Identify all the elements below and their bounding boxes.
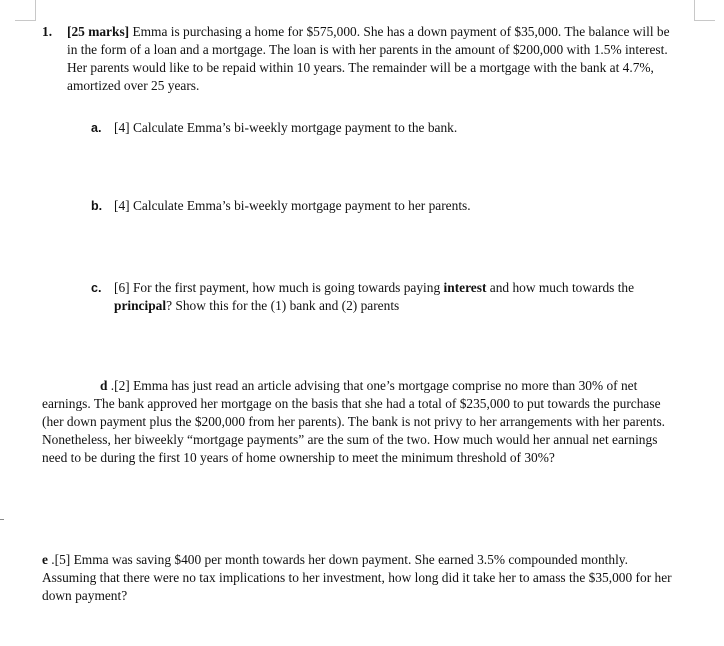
part-body: Calculate Emma’s bi-weekly mortgage payment to her parents. — [129, 198, 471, 213]
question-1-text — [67, 23, 672, 95]
part-marks: [6] — [114, 280, 130, 295]
page-corner-mark-left — [15, 0, 36, 21]
part-body: and how much towards the — [486, 280, 635, 295]
margin-tick — [0, 519, 4, 520]
part-d — [42, 377, 672, 467]
part-b — [91, 197, 671, 215]
part-body: Emma has just read an article advising that one’s mortgage comprise no more than 30% of net earnings. The bank approved her mortgage on the basis that she had a total of $235,000 to put towards the purchase (her down payment plus the $200,000 from her parents). The bank is not privy to her arrangements with her parents. Nonetheless, her biweekly “mortgage payments” are the sum of the two. How much would her annual net earnings need to be during the first 10 years of home ownership to meet the minimum threshold of 30%? — [42, 378, 665, 465]
part-c-text — [114, 279, 681, 315]
bold-term-interest: interest — [443, 280, 487, 295]
part-label: b. — [91, 199, 103, 213]
part-marks: .[2] — [107, 378, 130, 393]
part-body: Calculate Emma’s bi-weekly mortgage payment to the bank. — [129, 120, 458, 135]
part-label: c. — [91, 281, 102, 295]
part-marks: [4] — [114, 198, 130, 213]
question-body: Emma is purchasing a home for $575,000. She has a down payment of $35,000. The balance will be in the form of a loan and a mortgage. The loan is with her parents in the amount of $200,000 with 1.5% interest. Her parents would like to be repaid within 10 years. The remainder will be a mortgage with the bank at 4.7%, amortized over 25 years. — [67, 24, 670, 93]
part-body: For the first payment, how much is going towards paying — [129, 280, 444, 295]
part-marks: .[5] — [47, 552, 71, 567]
part-label: d — [100, 378, 108, 393]
bold-term-principal: principal — [114, 298, 167, 313]
part-c — [91, 279, 681, 315]
part-label: e — [42, 552, 48, 567]
part-a-text — [114, 119, 671, 137]
part-marks: [4] — [114, 120, 130, 135]
page-corner-mark-right — [694, 0, 715, 21]
question-number: 1. — [42, 24, 53, 39]
part-e — [42, 551, 672, 605]
question-marks: [25 marks] — [67, 24, 130, 39]
part-label: a. — [91, 121, 102, 135]
question-1 — [42, 23, 682, 95]
part-b-text — [114, 197, 671, 215]
part-body: Emma was saving $400 per month towards her down payment. She earned 3.5% compounded monthly. Assuming that there were no tax implications to her investment, how long did it take her to amass the $35,000 for her down payment? — [42, 552, 672, 603]
part-a — [91, 119, 671, 137]
part-body: ? Show this for the (1) bank and (2) parents — [166, 298, 400, 313]
